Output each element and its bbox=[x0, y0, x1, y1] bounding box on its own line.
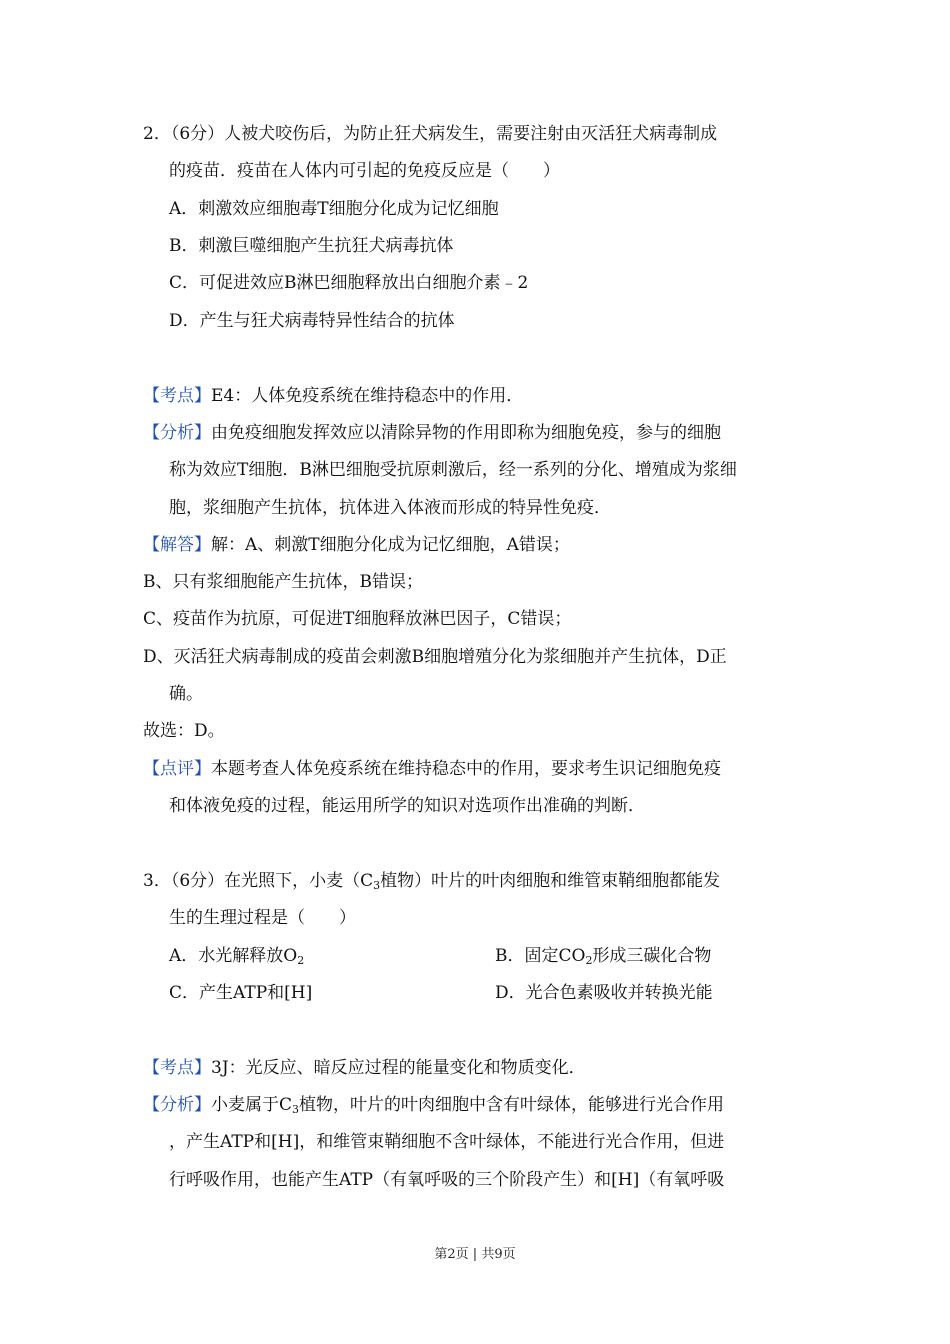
q3-kaodian-label: 【考点】 bbox=[143, 1058, 211, 1078]
q3-stem-line1 bbox=[143, 870, 720, 892]
q2-jieda-line5: 确。 bbox=[169, 684, 203, 704]
q2-dianping-line2: 和体液免疫的过程，能运用所学的知识对选项作出准确的判断． bbox=[169, 796, 645, 816]
q3-stem-pre: 3．（6分）在光照下，小麦（C bbox=[143, 871, 374, 891]
q2-option-d: D．产生与狂犬病毒特异性结合的抗体 bbox=[169, 311, 455, 331]
q2-option-c: C．可促进效应B淋巴细胞释放出白细胞介素﹣2 bbox=[169, 273, 529, 293]
q3-kaodian bbox=[143, 1057, 586, 1079]
q2-option-b: B．刺激巨噬细胞产生抗狂犬病毒抗体 bbox=[169, 236, 454, 256]
q3-option-a-sub: 2 bbox=[297, 954, 305, 967]
q3-stem-line2: 生的生理过程是（ ） bbox=[169, 908, 356, 928]
dianping-label: 【点评】 bbox=[143, 759, 211, 779]
jieda-label: 【解答】 bbox=[143, 535, 211, 555]
q2-stem-line1: 2．（6分）人被犬咬伤后，为防止狂犬病发生，需要注射由灭活狂犬病毒制成 bbox=[143, 124, 718, 144]
q3-stem-post: 植物）叶片的叶肉细胞和维管束鞘细胞都能发 bbox=[380, 871, 721, 891]
q3-fenxi-line2: ，产生ATP和[H]，和维管束鞘细胞不含叶绿体，不能进行光合作用，但进 bbox=[169, 1132, 725, 1152]
q2-fenxi bbox=[143, 422, 721, 444]
q3-option-b-text: B．固定CO bbox=[495, 946, 586, 966]
q3-fenxi-post: 植物，叶片的叶肉细胞中含有叶绿体，能够进行光合作用 bbox=[299, 1095, 725, 1115]
q2-jieda bbox=[143, 534, 570, 556]
q2-jieda-line3: C、疫苗作为抗原，可促进T细胞释放淋巴因子，C错误； bbox=[143, 609, 572, 629]
q3-option-d: D．光合色素吸收并转换光能 bbox=[495, 983, 713, 1003]
q3-stem-sub: 3 bbox=[373, 879, 381, 892]
q3-option-b bbox=[495, 945, 711, 967]
q3-option-a-text: A．水光解释放O bbox=[169, 946, 298, 966]
fenxi-label: 【分析】 bbox=[143, 423, 211, 443]
q2-fenxi-line3: 胞，浆细胞产生抗体，抗体进入体液而形成的特异性免疫． bbox=[169, 498, 611, 518]
q3-fenxi-sub: 3 bbox=[292, 1103, 300, 1116]
q3-option-c: C．产生ATP和[H] bbox=[169, 983, 313, 1003]
q3-fenxi-label: 【分析】 bbox=[143, 1095, 211, 1115]
q3-fenxi bbox=[143, 1094, 724, 1116]
kaodian-label: 【考点】 bbox=[143, 386, 211, 406]
q2-jieda-line2: B、只有浆细胞能产生抗体，B错误； bbox=[143, 572, 423, 592]
q3-kaodian-text: 3J：光反应、暗反应过程的能量变化和物质变化． bbox=[211, 1058, 586, 1078]
kaodian-text: E4：人体免疫系统在维持稳态中的作用． bbox=[211, 386, 524, 406]
q3-fenxi-pre: 小麦属于C bbox=[211, 1095, 293, 1115]
q2-fenxi-line2: 称为效应T细胞．B淋巴细胞受抗原刺激后，经一系列的分化、增殖成为浆细 bbox=[169, 460, 737, 480]
q3-option-b-sub: 2 bbox=[585, 954, 593, 967]
q2-kaodian bbox=[143, 385, 523, 407]
fenxi-line1: 由免疫细胞发挥效应以清除异物的作用即称为细胞免疫，参与的细胞 bbox=[211, 423, 721, 443]
jieda-line1: 解：A、刺激T细胞分化成为记忆细胞，A错误； bbox=[211, 535, 570, 555]
page-footer: 第2页 | 共9页 bbox=[434, 1247, 516, 1262]
q2-stem-line2: 的疫苗．疫苗在人体内可引起的免疫反应是（ ） bbox=[169, 161, 560, 181]
q2-jieda-line4: D、灭活狂犬病毒制成的疫苗会刺激B细胞增殖分化为浆细胞并产生抗体，D正 bbox=[143, 647, 727, 667]
q2-answer: 故选：D。 bbox=[143, 721, 225, 741]
q3-option-b-post: 形成三碳化合物 bbox=[592, 946, 712, 966]
q3-fenxi-line3: 行呼吸作用，也能产生ATP（有氧呼吸的三个阶段产生）和[H]（有氧呼吸 bbox=[169, 1170, 725, 1190]
q2-dianping bbox=[143, 758, 721, 780]
q3-option-a bbox=[169, 945, 304, 967]
q2-option-a: A．刺激效应细胞毒T细胞分化成为记忆细胞 bbox=[169, 199, 499, 219]
dianping-line1: 本题考查人体免疫系统在维持稳态中的作用，要求考生识记细胞免疫 bbox=[211, 759, 721, 779]
